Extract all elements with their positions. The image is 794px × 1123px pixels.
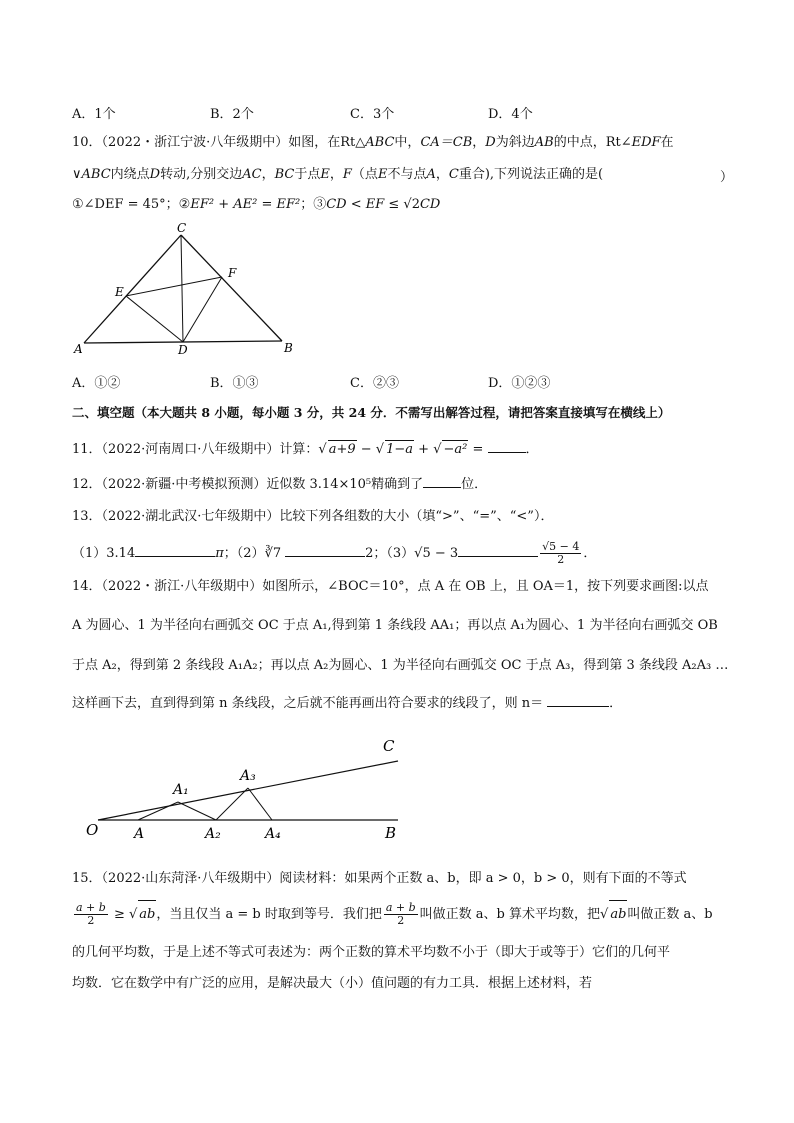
segment-a2a3 <box>216 788 248 820</box>
segment-bc <box>181 235 282 341</box>
q9-option-d: D．4个 <box>488 107 533 122</box>
label-c: C <box>177 222 187 235</box>
segment-fd <box>183 277 222 342</box>
q9-option-a: A．1个 <box>72 107 116 122</box>
label-a: A <box>74 342 83 356</box>
label-d: D <box>178 343 188 357</box>
segment-ac <box>84 235 181 343</box>
q15-line-3: 的几何平均数，于是上述不等式可表述为：两个正数的算术平均数不小于（即大于或等于）它们的几何平 <box>72 945 671 960</box>
q10-statements: ①∠DEF = 45°；②EF² + AE² = EF²；③CD < EF ≤ √2CD <box>72 197 441 212</box>
q13-intro: 13．（2022·湖北武汉·七年级期中）比较下列各组数的大小（填“>”、“=”、“<”）． <box>72 509 554 524</box>
q12-answer-blank[interactable] <box>423 475 461 488</box>
label-a3: A₃ <box>240 768 256 784</box>
q15-line-2: $\frac{a + b}{2}$ ≥ √ ab，当且仅当 a = b 时取到等号．我们把 $\frac{a + b}{2}$ 叫做正数 a、b 算术平均数，把√ ab叫做正数 a、b <box>76 901 713 927</box>
label-b: B <box>284 341 293 355</box>
label-b: B <box>385 824 397 842</box>
q10-line-1: 10．（2022・浙江宁波·八年级期中）如图，在Rt△ABC中，CA＝CB，D为斜边AB的中点，Rt∠EDF在 <box>72 135 674 150</box>
q13-blank-3[interactable] <box>458 544 538 557</box>
q14-answer-blank[interactable] <box>547 694 609 707</box>
q14-angle-figure <box>82 734 412 846</box>
label-e: E <box>115 285 124 299</box>
q15-fraction-2: $\frac{a + b}{2}$ <box>385 901 416 927</box>
q13-blank-1[interactable] <box>135 544 215 557</box>
label-a: A <box>134 826 145 842</box>
q10-option-b: B．①③ <box>210 376 259 391</box>
segment-cd <box>181 235 183 342</box>
q15-line-1: 15．（2022·山东菏泽·八年级期中）阅读材料：如果两个正数 a、b，即 a > 0，b > 0，则有下面的不等式 <box>72 871 687 886</box>
q10-option-d: D．①②③ <box>488 376 551 391</box>
q15-line-4: 均数．它在数学中有广泛的应用，是解决最大（小）值问题的有力工具．根据上述材料，若 <box>72 976 593 991</box>
q14-line-1: 14．（2022・浙江·八年级期中）如图所示，∠BOC＝10°，点 A 在 OB 上，且 OA＝1，按下列要求画图:以点 <box>72 579 709 594</box>
label-o: O <box>86 821 99 839</box>
q9-option-c: C．3个 <box>350 107 395 122</box>
q9-option-b: B．2个 <box>210 107 254 122</box>
label-f: F <box>228 266 237 280</box>
label-a2: A₂ <box>205 826 221 842</box>
q12-line: 12．（2022·新疆·中考模拟预测）近似数 3.14×10⁵精确到了 位． <box>72 477 488 492</box>
q14-line-2: A 为圆心、1 为半径向右画弧交 OC 于点 A₁,得到第 1 条线段 AA₁；再以点 A₁为圆心、1 为半径向右画弧交 OB <box>72 618 718 633</box>
q10-line-2: ∨ABC内绕点D转动,分别交边AC，BC于点E，F（点E不与点A，C重合),下列说法正确的是( <box>72 167 604 182</box>
segment-a1a2 <box>178 802 216 820</box>
q10-option-c: C．②③ <box>350 376 399 391</box>
label-a4: A₄ <box>265 826 281 842</box>
label-a1: A₁ <box>173 782 189 798</box>
segment-ed <box>126 296 183 342</box>
label-c: C <box>383 737 395 755</box>
q11-line: 11．（2022·河南周口·八年级期中）计算：√ a+9 − √ 1−a + √ −a² = ． <box>72 442 539 457</box>
q13-fraction: $\frac{√5 - 4}{2}$ <box>542 540 580 566</box>
q10-triangle-figure <box>72 222 302 357</box>
q14-line-3: 于点 A₂，得到第 2 条线段 A₁A₂；再以点 A₂为圆心、1 为半径向右画弧交 OC 于点 A₃，得到第 3 条线段 A₂A₃ … <box>72 658 729 673</box>
q10-answer-paren: ） <box>720 170 734 185</box>
q13-parts: （1）3.14 π；（2）∛7 2；（3）√5 − 3 $\frac{√5 - 4}{2}$ ． <box>72 540 597 566</box>
segment-a3a4 <box>248 788 272 820</box>
q11-answer-blank[interactable] <box>488 440 526 453</box>
q10-option-a: A．①② <box>72 376 121 391</box>
q13-blank-2[interactable] <box>285 544 365 557</box>
q14-line-4: 这样画下去，直到得到第 n 条线段，之后就不能再画出符合要求的线段了，则 n＝ ． <box>72 696 623 711</box>
section-2-title: 二、填空题（本大题共 8 小题，每小题 3 分，共 24 分．不需写出解答过程，请把答案直接填写在横线上） <box>72 405 671 420</box>
q15-fraction-1: $\frac{a + b}{2}$ <box>76 901 106 927</box>
